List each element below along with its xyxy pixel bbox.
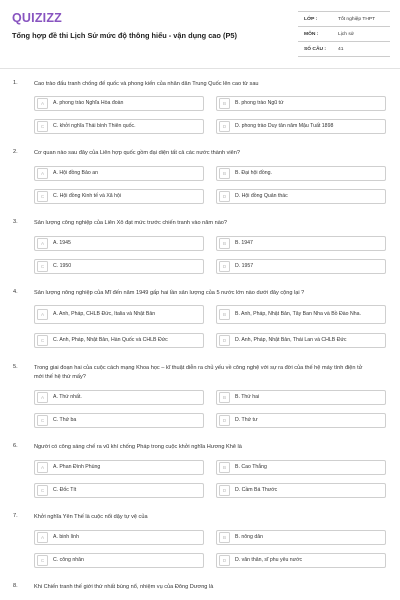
question-number: 3. — [13, 219, 18, 225]
option-letter-box: D — [219, 121, 230, 132]
option-text: D. 1957 — [235, 263, 254, 270]
option-letter-box: C — [37, 335, 48, 346]
option-letter-box: C — [37, 261, 48, 272]
option-letter-box: B — [219, 462, 230, 473]
class-label: LỚP : — [304, 16, 318, 22]
option-text: C. Thứ ba — [53, 417, 77, 424]
option-a[interactable] — [34, 96, 204, 111]
option-letter-box: A — [37, 532, 48, 543]
option-text: D. Cầm Bá Thước — [235, 487, 278, 494]
info-table — [298, 11, 390, 57]
option-text: D. phong trào Duy tân năm Mậu Tuất 1898 — [235, 123, 334, 130]
option-letter-box: C — [37, 555, 48, 566]
option-letter-box: C — [37, 191, 48, 202]
option-text: D. văn thân, sĩ phu yêu nước — [235, 557, 303, 564]
question-number: 8. — [13, 583, 18, 589]
question-text: Sản lượng công nghiệp của Liên Xô đạt mức trước chiến tranh vào năm nào? — [34, 220, 228, 226]
option-c[interactable] — [34, 259, 204, 274]
option-text: C. công nhân — [53, 557, 84, 564]
quizizz-logo[interactable]: QUIZIZZ — [12, 11, 63, 25]
question-number: 2. — [13, 149, 18, 155]
option-letter-box: A — [37, 98, 48, 109]
option-letter-box: D — [219, 261, 230, 272]
option-d[interactable] — [216, 413, 386, 428]
option-text: C. khởi nghĩa Thái bình Thiên quốc. — [53, 123, 136, 130]
option-b[interactable] — [216, 460, 386, 475]
option-letter-box: B — [219, 392, 230, 403]
option-text: A. phong trào Nghĩa Hòa đoàn — [53, 100, 124, 107]
info-row-subject — [298, 27, 390, 42]
question-number: 7. — [13, 513, 18, 519]
question-number: 1. — [13, 80, 18, 86]
option-text: A. Phan Đình Phùng — [53, 464, 101, 471]
option-text: D. Thứ tư — [235, 417, 258, 424]
option-c[interactable] — [34, 189, 204, 204]
option-letter-box: D — [219, 415, 230, 426]
option-text: B. phong trào Ngũ tứ — [235, 100, 284, 107]
option-c[interactable] — [34, 413, 204, 428]
option-c[interactable] — [34, 553, 204, 568]
option-text: C. Đốc Tít — [53, 487, 77, 494]
class-value: Tốt nghiệp THPT — [338, 16, 376, 22]
subject-value: Lịch sử — [338, 31, 355, 37]
option-d[interactable] — [216, 189, 386, 204]
worksheet-header — [0, 0, 400, 68]
option-a[interactable] — [34, 530, 204, 545]
option-letter-box: D — [219, 191, 230, 202]
option-b[interactable] — [216, 96, 386, 111]
info-row-class — [298, 12, 390, 27]
option-letter-box: A — [37, 392, 48, 403]
option-text: C. Anh, Pháp, Nhật Bản, Hàn Quốc và CHLB Đức — [53, 337, 168, 344]
option-c[interactable] — [34, 483, 204, 498]
question-number: 4. — [13, 289, 18, 295]
option-a[interactable] — [34, 390, 204, 405]
info-row-count — [298, 42, 390, 57]
option-d[interactable] — [216, 119, 386, 134]
option-d[interactable] — [216, 333, 386, 348]
header-divider — [0, 68, 400, 69]
question-text: Trong giai đoạn hai của cuộc cách mạng Khoa học – kĩ thuật diễn ra chủ yếu về công nghệ với sự ra đời của thế hệ máy tính điện tử mới thế hệ thứ mấy? — [34, 365, 363, 380]
option-b[interactable] — [216, 166, 386, 181]
question-text: Khi Chiến tranh thế giới thứ nhất bùng nổ, nhiệm vụ của Đông Dương là — [34, 584, 214, 590]
subject-label: MÔN : — [304, 31, 319, 37]
option-letter-box: A — [37, 309, 48, 320]
option-letter-box: B — [219, 168, 230, 179]
option-a[interactable] — [34, 305, 204, 324]
question-text: Cơ quan nào sau đây của Liên hợp quốc gồm đại diện tất cả các nước thành viên? — [34, 150, 241, 156]
option-letter-box: A — [37, 238, 48, 249]
option-a[interactable] — [34, 236, 204, 251]
option-letter-box: D — [219, 335, 230, 346]
option-text: B. nông dân — [235, 534, 263, 541]
option-text: B. Đại hội đồng. — [235, 170, 272, 177]
option-d[interactable] — [216, 553, 386, 568]
question-text: Cao trào đấu tranh chống đế quốc và phong kiến của nhân dân Trung Quốc lên cao từ sau — [34, 81, 259, 87]
option-c[interactable] — [34, 119, 204, 134]
option-text: A. Thứ nhất. — [53, 394, 82, 401]
option-text: B. Anh, Pháp, Nhật Bản, Tây Ban Nha và Bồ Đào Nha. — [235, 311, 361, 318]
option-letter-box: B — [219, 309, 230, 320]
option-text: A. Anh, Pháp, CHLB Đức, Italia và Nhật Bản — [53, 311, 156, 318]
option-text: B. 1947 — [235, 240, 253, 247]
option-b[interactable] — [216, 530, 386, 545]
option-c[interactable] — [34, 333, 204, 348]
document-title: Tổng hợp đề thi Lịch Sử mức độ thông hiểu - vận dụng cao (P5) — [12, 31, 237, 40]
option-letter-box: C — [37, 121, 48, 132]
option-letter-box: B — [219, 238, 230, 249]
option-letter-box: A — [37, 168, 48, 179]
question-number: 6. — [13, 443, 18, 449]
option-a[interactable] — [34, 166, 204, 181]
option-d[interactable] — [216, 483, 386, 498]
question-text: Khởi nghĩa Yên Thế là cuộc nổi dậy tự vệ của — [34, 514, 148, 520]
option-text: D. Anh, Pháp, Nhật Bản, Thái Lan và CHLB Đức — [235, 337, 347, 344]
option-d[interactable] — [216, 259, 386, 274]
option-text: C. Hội đồng Kinh tế và Xã hội — [53, 193, 122, 200]
question-count-label: SỐ CÂU : — [304, 46, 327, 52]
question-count-value: 41 — [338, 46, 344, 52]
option-letter-box: B — [219, 532, 230, 543]
option-text: A. Hội đồng Bảo an — [53, 170, 98, 177]
option-text: D. Hội đồng Quản thác — [235, 193, 288, 200]
option-text: B. Cao Thắng — [235, 464, 267, 471]
option-letter-box: D — [219, 555, 230, 566]
option-letter-box: D — [219, 485, 230, 496]
option-letter-box: B — [219, 98, 230, 109]
option-text: C. 1950 — [53, 263, 72, 270]
option-a[interactable] — [34, 460, 204, 475]
option-letter-box: C — [37, 485, 48, 496]
option-letter-box: C — [37, 415, 48, 426]
option-b[interactable] — [216, 236, 386, 251]
option-text: A. 1945 — [53, 240, 71, 247]
question-text: Sản lượng nông nghiệp của Mĩ đến năm 1949 gấp hai lần sản lượng của 5 nước lớn nào dưới đây cộng lại ? — [34, 290, 305, 296]
option-letter-box: A — [37, 462, 48, 473]
question-number: 5. — [13, 364, 18, 370]
option-text: A. binh lính — [53, 534, 79, 541]
option-b[interactable] — [216, 305, 386, 324]
option-b[interactable] — [216, 390, 386, 405]
option-text: B. Thứ hai — [235, 394, 260, 401]
question-text: Người có công sáng chế ra vũ khí chống Pháp trong cuộc khởi nghĩa Hương Khê là — [34, 444, 242, 450]
